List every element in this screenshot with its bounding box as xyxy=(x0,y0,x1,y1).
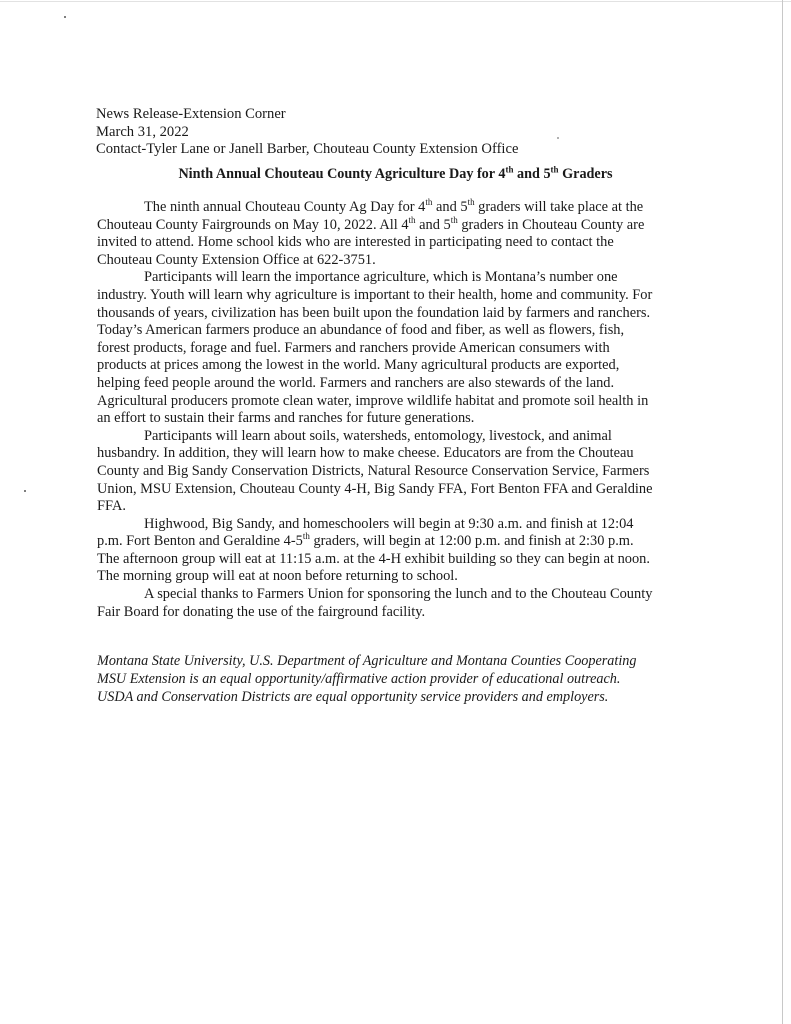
disclaimer-line: MSU Extension is an equal opportunity/affirmative action provider of educational outreach. xyxy=(97,671,621,687)
paragraph-line: FFA. xyxy=(97,498,126,515)
paragraph-line: husbandry. In addition, they will learn how to make cheese. Educators are from the Chouteau xyxy=(97,445,634,462)
disclaimer-line: USDA and Conservation Districts are equal opportunity service providers and employers. xyxy=(97,689,609,705)
paragraph-line: Today’s American farmers produce an abundance of food and fiber, as well as flowers, fish, xyxy=(97,322,625,339)
scan-edge-right xyxy=(782,0,783,1024)
disclaimer-line: Montana State University, U.S. Department of Agriculture and Montana Counties Cooperating xyxy=(97,653,637,669)
paragraph-line: Highwood, Big Sandy, and homeschoolers will begin at 9:30 a.m. and finish at 12:04 xyxy=(144,515,634,532)
paragraph-line: A special thanks to Farmers Union for sponsoring the lunch and to the Chouteau County xyxy=(144,586,653,603)
paragraph-line: an effort to sustain their farms and ranches for future generations. xyxy=(97,410,475,427)
paragraph-line: Participants will learn the importance agriculture, which is Montana’s number one xyxy=(144,269,618,286)
scan-speck xyxy=(24,490,26,492)
release-type: News Release-Extension Corner xyxy=(96,106,286,122)
article-body xyxy=(97,199,697,621)
paragraph-line: The ninth annual Chouteau County Ag Day for 4th and 5th graders will take place at the xyxy=(144,197,644,215)
paragraph-line: Union, MSU Extension, Chouteau County 4-H, Big Sandy FFA, Fort Benton FFA and Geraldine xyxy=(97,480,653,497)
paragraph-line: The afternoon group will eat at 11:15 a.m. at the 4-H exhibit building so they can begin at noon. xyxy=(97,550,650,567)
paragraph-line: County and Big Sandy Conservation Districts, Natural Resource Conservation Service, Farmers xyxy=(97,462,650,479)
paragraph-line: invited to attend. Home school kids who are interested in participating need to contact the xyxy=(97,234,614,251)
paragraph-line: thousands of years, civilization has been built upon the foundation laid by farmers and ranchers. xyxy=(97,304,651,321)
article-title: Ninth Annual Chouteau County Agriculture Day for 4th and 5th Graders xyxy=(178,164,613,182)
paragraph-line: Fair Board for donating the use of the fairground facility. xyxy=(97,603,426,620)
paragraph-3 xyxy=(97,428,697,516)
release-contact: Contact-Tyler Lane or Janell Barber, Chouteau County Extension Office xyxy=(96,141,519,157)
paragraph-line: Participants will learn about soils, watersheds, entomology, livestock, and animal xyxy=(144,427,612,444)
paragraph-1 xyxy=(97,199,697,269)
paragraph-line: products at prices among the lowest in the world. Many agricultural products are exported, xyxy=(97,357,620,374)
paragraph-line: p.m. Fort Benton and Geraldine 4-5th graders, will begin at 12:00 p.m. and finish at 2:30 p.m. xyxy=(97,531,634,550)
disclaimer-footer xyxy=(97,652,636,706)
paragraph-line: Chouteau County Fairgrounds on May 10, 2022. All 4th and 5th graders in Chouteau County are xyxy=(97,214,645,233)
paragraph-5 xyxy=(97,586,697,621)
paragraph-line: industry. Youth will learn why agriculture is important to their health, home and community. For xyxy=(97,286,653,303)
paragraph-2 xyxy=(97,269,697,427)
release-date: March 31, 2022 xyxy=(96,123,189,140)
paragraph-line: Agricultural producers promote clean water, improve wildlife habitat and promote soil health in xyxy=(97,392,649,409)
scan-speck xyxy=(64,16,66,18)
paragraph-line: forest products, forage and fuel. Farmers and ranchers provide American consumers with xyxy=(97,339,610,356)
scan-speck xyxy=(557,137,559,139)
paragraph-4 xyxy=(97,516,697,586)
paragraph-line: helping feed people around the world. Farmers and ranchers are also stewards of the land. xyxy=(97,374,615,391)
scan-edge-top xyxy=(0,1,791,2)
release-header xyxy=(96,106,518,159)
paragraph-line: The morning group will eat at noon before returning to school. xyxy=(97,568,458,585)
paragraph-line: Chouteau County Extension Office at 622-3751. xyxy=(97,251,376,268)
